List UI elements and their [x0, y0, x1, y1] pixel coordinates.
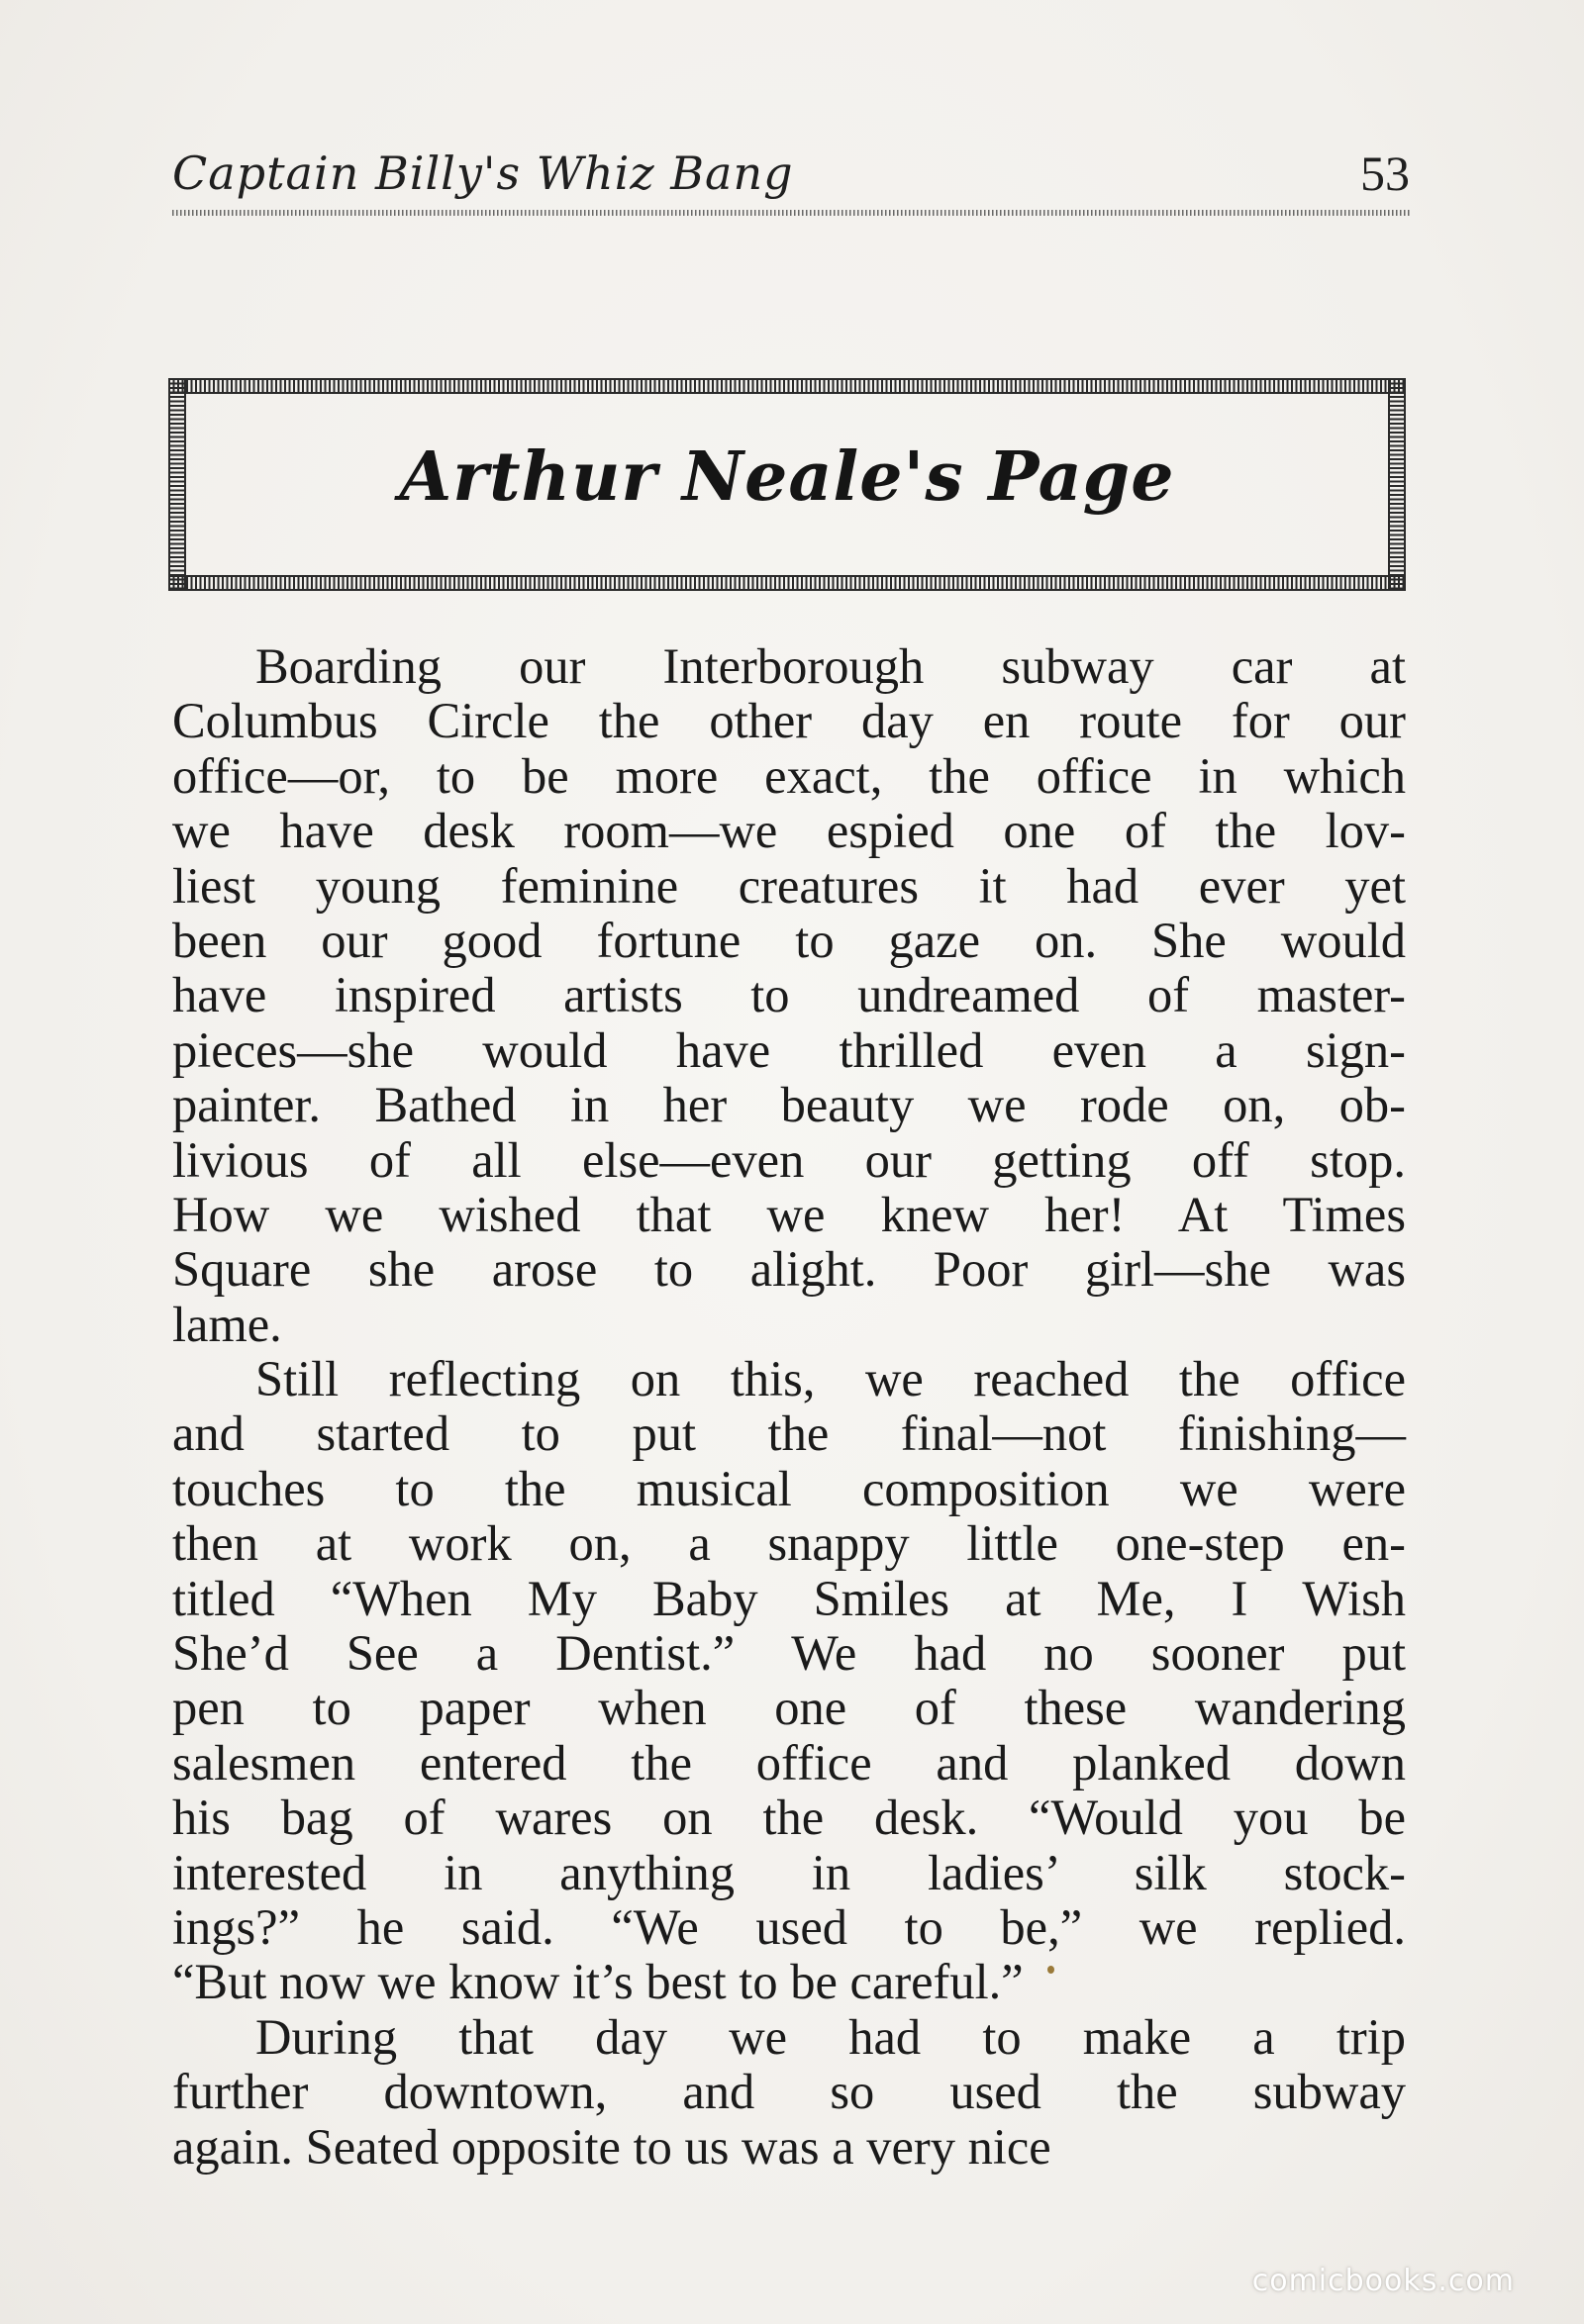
text-line: liest young feminine creatures it had ever yet	[172, 857, 1406, 914]
text-line: again. Seated opposite to us was a very nice	[172, 2118, 1051, 2175]
text-line: interested in anything in ladies’ silk stock-	[172, 1844, 1406, 1900]
text-line: During that day we had to make a trip	[255, 2008, 1406, 2065]
title-box-bottom-border	[168, 575, 1406, 591]
text-line: How we wished that we knew her! At Times	[172, 1186, 1406, 1242]
text-line: lame.	[172, 1296, 282, 1352]
text-line: touches to the musical composition we were	[172, 1460, 1406, 1516]
text-line: pieces—she would have thrilled even a sign-	[172, 1021, 1406, 1078]
running-title: Captain Billy's Whiz Bang	[172, 146, 794, 200]
text-line: been our good fortune to gaze on. She would	[172, 912, 1406, 968]
text-line: Columbus Circle the other day en route for our	[172, 693, 1406, 749]
running-header	[172, 146, 1410, 216]
text-line: salesmen entered the office and planked down	[172, 1734, 1406, 1791]
paragraph	[172, 2010, 1406, 2175]
text-line: have inspired artists to undreamed of master-	[172, 967, 1406, 1023]
text-line: titled “When My Baby Smiles at Me, I Wish	[172, 1570, 1406, 1626]
text-line: ings?” he said. “We used to be,” we replied.	[172, 1898, 1406, 1955]
text-line: Square she arose to alight. Poor girl—she was	[172, 1241, 1406, 1298]
text-line: office—or, to be more exact, the office in which	[172, 747, 1406, 804]
text-line: painter. Bathed in her beauty we rode on, ob-	[172, 1077, 1406, 1133]
text-line: Still reflecting on this, we reached the office	[255, 1351, 1406, 1407]
text-line: his bag of wares on the desk. “Would you be	[172, 1790, 1406, 1846]
text-line: then at work on, a snappy little one-step en-	[172, 1515, 1406, 1572]
text-line: “But now we know it’s best to be careful.”	[172, 1954, 1024, 2010]
title-box	[168, 378, 1406, 591]
text-line: further downtown, and so used the subway	[172, 2064, 1406, 2120]
article-body	[172, 639, 1406, 2175]
text-line: Boarding our Interborough subway car at	[255, 638, 1406, 694]
paper-speck	[1047, 1966, 1054, 1974]
page-title: Arthur Neale's Page	[399, 437, 1175, 517]
page-number: 53	[1360, 145, 1410, 201]
watermark: comicbooks.com	[1251, 2264, 1515, 2298]
text-line: livious of all else—even our getting off stop.	[172, 1131, 1406, 1188]
header-rule	[172, 210, 1410, 216]
text-line: She’d See a Dentist.” We had no sooner put	[172, 1625, 1406, 1682]
text-line: and started to put the final—not finishing—	[172, 1405, 1406, 1462]
paragraph	[172, 639, 1406, 1352]
paragraph	[172, 1352, 1406, 2010]
text-line: pen to paper when one of these wandering	[172, 1680, 1406, 1736]
text-line: we have desk room—we espied one of the lov-	[172, 803, 1406, 859]
title-box-top-border	[168, 378, 1406, 394]
